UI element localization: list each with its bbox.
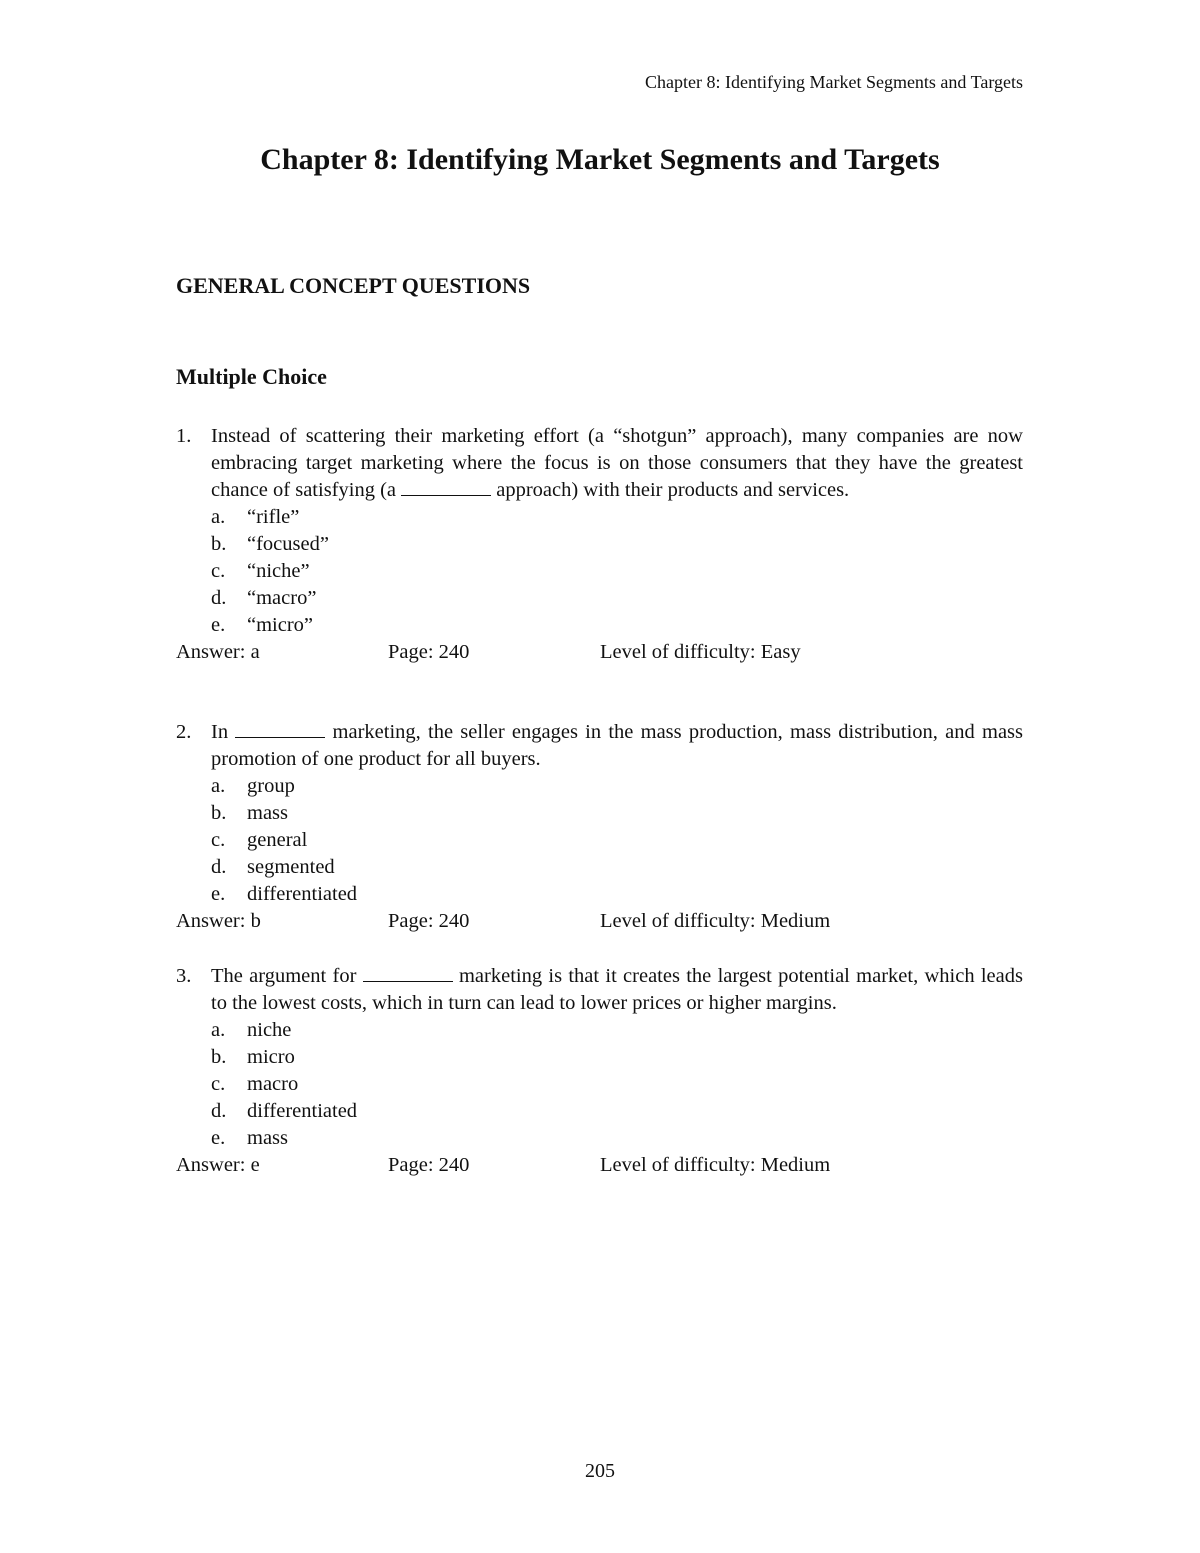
stem-before: The argument for — [211, 965, 363, 987]
question-1 — [176, 423, 1023, 666]
option-text: mass — [247, 802, 288, 824]
option-text: “micro” — [247, 614, 314, 636]
question-text — [211, 963, 1023, 1017]
option-a — [211, 504, 1023, 531]
option-text: macro — [247, 1073, 299, 1095]
option-letter: c. — [211, 1073, 226, 1095]
answer-blank — [401, 479, 491, 496]
option-text: group — [247, 775, 295, 797]
question-stem — [176, 963, 1023, 1017]
subsection-heading: Multiple Choice — [176, 364, 327, 389]
option-e — [211, 881, 1023, 908]
option-text: segmented — [247, 856, 335, 878]
option-letter: a. — [211, 1019, 226, 1041]
page-number: 205 — [585, 1460, 615, 1482]
option-c — [211, 827, 1023, 854]
option-text: general — [247, 829, 308, 851]
option-c — [211, 558, 1023, 585]
option-text: “focused” — [247, 533, 329, 555]
stem-before: Instead of scattering their marketing effort (a “shotgun” approach), many companies are now embracing target marketing where the focus is on those consumers that they have the greatest chance of satisfying (a — [211, 425, 1023, 501]
option-b — [211, 800, 1023, 827]
option-text: micro — [247, 1046, 295, 1068]
option-letter: b. — [211, 533, 227, 555]
option-letter: e. — [211, 614, 226, 636]
answer-label: Answer: b — [176, 910, 261, 932]
question-text — [211, 423, 1023, 504]
page-reference: Page: 240 — [388, 910, 470, 932]
question-number: 1. — [176, 425, 192, 447]
answer-row — [176, 908, 1023, 935]
question-2 — [176, 719, 1023, 935]
option-a — [211, 1017, 1023, 1044]
option-e — [211, 612, 1023, 639]
option-text: “niche” — [247, 560, 310, 582]
answer-blank — [235, 721, 325, 738]
option-b — [211, 1044, 1023, 1071]
difficulty-level: Level of difficulty: Medium — [600, 910, 831, 932]
option-letter: d. — [211, 587, 227, 609]
options-list — [176, 504, 1023, 639]
option-letter: b. — [211, 802, 227, 824]
answer-blank — [363, 965, 453, 982]
option-letter: a. — [211, 775, 226, 797]
answer-label: Answer: a — [176, 641, 260, 663]
option-c — [211, 1071, 1023, 1098]
option-text: mass — [247, 1127, 288, 1149]
options-list — [176, 773, 1023, 908]
answer-label: Answer: e — [176, 1154, 260, 1176]
question-number: 3. — [176, 965, 192, 987]
option-d — [211, 854, 1023, 881]
option-text: niche — [247, 1019, 292, 1041]
option-text: “rifle” — [247, 506, 300, 528]
answer-row — [176, 639, 1023, 666]
option-letter: b. — [211, 1046, 227, 1068]
section-heading: GENERAL CONCEPT QUESTIONS — [176, 273, 531, 298]
running-header: Chapter 8: Identifying Market Segments and Targets — [645, 72, 1023, 92]
stem-after: approach) with their products and services. — [491, 479, 850, 501]
option-letter: e. — [211, 883, 226, 905]
option-b — [211, 531, 1023, 558]
difficulty-level: Level of difficulty: Medium — [600, 1154, 831, 1176]
page-reference: Page: 240 — [388, 1154, 470, 1176]
question-stem — [176, 719, 1023, 773]
option-letter: d. — [211, 1100, 227, 1122]
stem-after: marketing, the seller engages in the mass production, mass distribution, and mass promotion of one product for all buyers. — [211, 721, 1023, 770]
question-number: 2. — [176, 721, 192, 743]
option-letter: e. — [211, 1127, 226, 1149]
stem-after: marketing is that it creates the largest potential market, which leads to the lowest costs, which in turn can lead to lower prices or higher margins. — [211, 965, 1023, 1014]
option-a — [211, 773, 1023, 800]
option-text: differentiated — [247, 883, 358, 905]
question-text — [211, 719, 1023, 773]
option-text: “macro” — [247, 587, 317, 609]
option-letter: c. — [211, 560, 226, 582]
page-reference: Page: 240 — [388, 641, 470, 663]
option-d — [211, 585, 1023, 612]
question-3 — [176, 963, 1023, 1179]
stem-before: In — [211, 721, 236, 743]
option-d — [211, 1098, 1023, 1125]
question-stem — [176, 423, 1023, 504]
option-letter: d. — [211, 856, 227, 878]
option-letter: a. — [211, 506, 226, 528]
chapter-title: Chapter 8: Identifying Market Segments and Targets — [260, 143, 940, 176]
option-text: differentiated — [247, 1100, 358, 1122]
options-list — [176, 1017, 1023, 1152]
difficulty-level: Level of difficulty: Easy — [600, 641, 801, 663]
option-e — [211, 1125, 1023, 1152]
answer-row — [176, 1152, 1023, 1179]
option-letter: c. — [211, 829, 226, 851]
